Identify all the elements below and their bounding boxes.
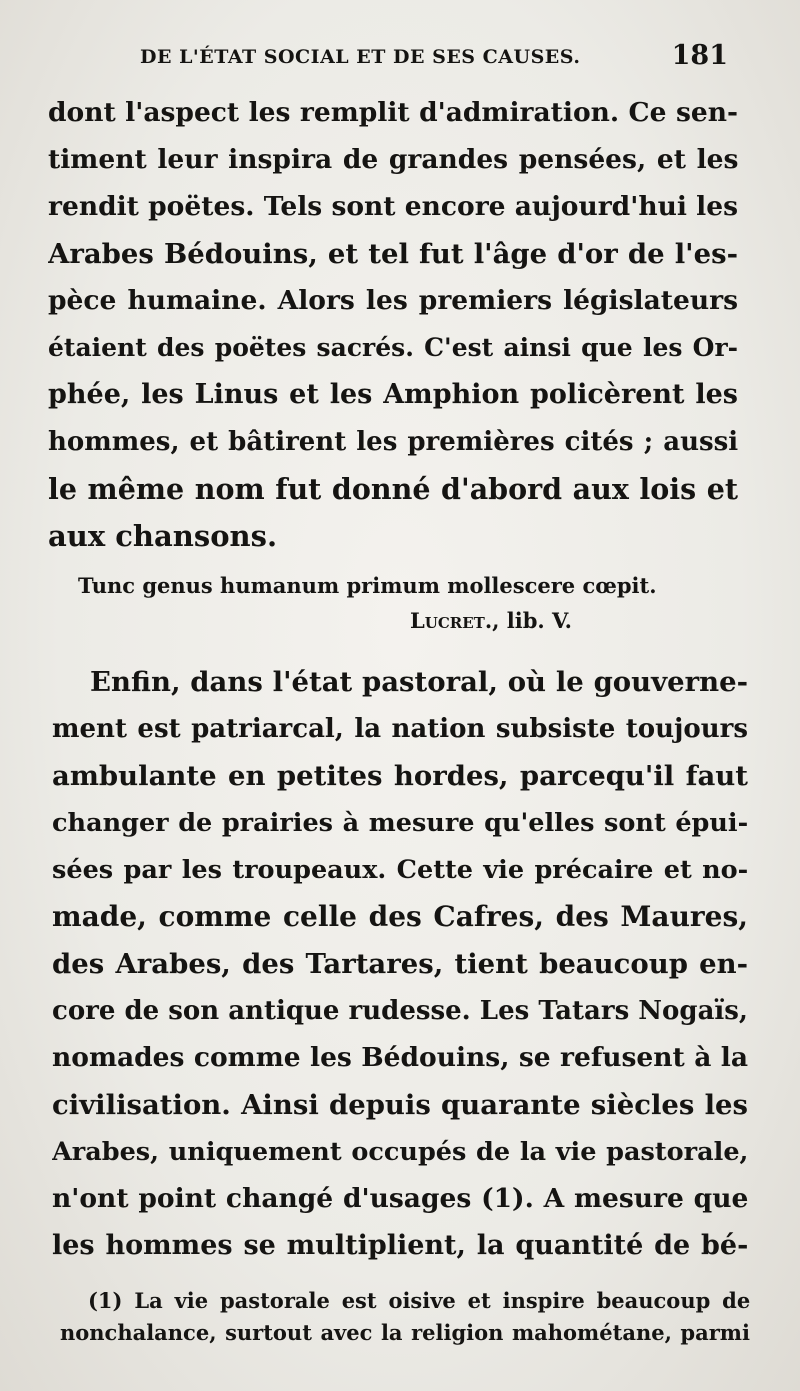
text-line: ambulante en petites hordes, parcequ'il faut <box>52 760 748 792</box>
text-line: nomades comme les Bédouins, se refusent à la <box>52 1042 748 1073</box>
running-head: DE L'ÉTAT SOCIAL ET DE SES CAUSES. <box>140 46 581 68</box>
page-header <box>140 40 740 80</box>
text-line: made, comme celle des Cafres, des Maures, <box>52 900 748 933</box>
text-line: changer de prairies à mesure qu'elles sont épui- <box>52 808 748 838</box>
citation-author: Lucret. <box>410 608 493 633</box>
text-line: Arabes, uniquement occupés de la vie pastorale, <box>52 1137 748 1167</box>
text-line: Enfin, dans l'état pastoral, où le gouverne- <box>90 666 748 698</box>
text-line: hommes, et bâtirent les premières cités ; aussi <box>48 427 738 457</box>
text-line: dont l'aspect les remplit d'admiration. Ce sen- <box>48 97 738 128</box>
text-line: n'ont point changé d'usages (1). A mesure que <box>52 1183 748 1214</box>
text-line: des Arabes, des Tartares, tient beaucoup en- <box>52 948 748 980</box>
text-line: phée, les Linus et les Amphion policèrent les <box>48 379 738 410</box>
text-line: aux chansons. <box>48 519 278 553</box>
verse-citation <box>410 608 572 634</box>
footnote-line: (1) La vie pastorale est oisive et inspire beaucoup de <box>88 1288 751 1313</box>
text-line: étaient des poëtes sacrés. C'est ainsi que les Or- <box>48 333 738 362</box>
text-line: sées par les troupeaux. Cette vie précaire et no- <box>52 855 748 885</box>
text-line: les hommes se multiplient, la quantité de bé- <box>52 1230 748 1261</box>
page-number: 181 <box>671 40 728 71</box>
text-line: rendit poëtes. Tels sont encore aujourd'hui les <box>48 191 738 222</box>
text-line: civilisation. Ainsi depuis quarante siècles les <box>52 1089 748 1121</box>
latin-verse: Tunc genus humanum primum mollescere cœpit. <box>78 573 657 598</box>
text-line: ment est patriarcal, la nation subsiste toujours <box>52 714 748 744</box>
citation-source: , lib. V. <box>492 608 572 633</box>
text-line: Arabes Bédouins, et tel fut l'âge d'or de l'es- <box>48 238 738 270</box>
text-line: core de son antique rudesse. Les Tatars Nogaïs, <box>52 996 748 1026</box>
text-line: pèce humaine. Alors les premiers législateurs <box>48 285 738 316</box>
footnote-line: nonchalance, surtout avec la religion mahométane, parmi <box>60 1320 750 1345</box>
text-line: le même nom fut donné d'abord aux lois et <box>48 472 738 506</box>
text-line: timent leur inspira de grandes pensées, et les <box>48 144 738 175</box>
